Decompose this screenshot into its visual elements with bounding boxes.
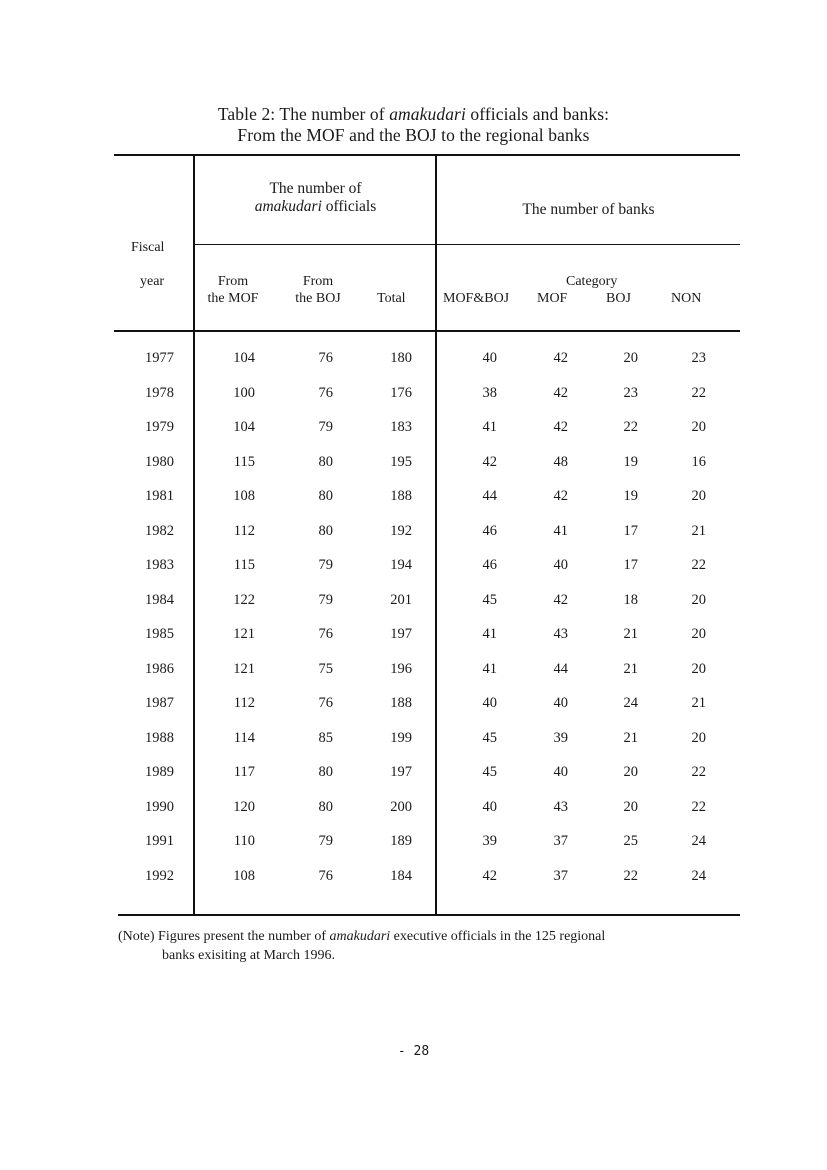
cell-mofboj: 41 [482,419,497,435]
caption-line-2: From the MOF and the BOJ to the regional banks [237,125,590,145]
cell-boj: 22 [623,419,638,435]
mof-header: MOF [537,291,568,306]
cell-non: 22 [691,798,706,815]
cell-mof: 41 [553,522,568,539]
cell-mof: 39 [553,729,568,746]
cell-boj: 25 [623,833,638,849]
cell-non: 20 [691,729,706,746]
cell-non: 20 [691,419,706,435]
cell-from-boj: 76 [318,867,333,884]
cell-total: 192 [390,522,412,539]
cell-year: 1987 [145,695,174,711]
cell-from-mof: 115 [233,557,255,573]
cell-year: 1984 [145,591,174,608]
cell-mofboj: 44 [482,488,497,504]
cell-from-mof: 100 [233,384,255,401]
cell-mofboj: 40 [482,695,497,711]
cell-total: 197 [390,764,412,780]
cell-from-mof: 108 [233,488,255,504]
caption-line-1: Table 2: The number of amakudari officials and banks: [217,104,610,124]
cell-non: 23 [691,350,706,366]
cell-from-boj: 80 [318,488,333,504]
cell-year: 1981 [145,488,174,504]
mofboj-header: MOF&BOJ [443,291,510,306]
cell-mof: 44 [553,660,568,677]
cell-boj: 21 [623,660,638,677]
cell-boj: 21 [623,626,638,642]
cell-year: 1979 [145,419,174,435]
cell-total: 183 [390,419,412,435]
table-row [0,695,827,730]
from-mof-header: From the MOF [207,274,259,306]
cell-total: 194 [390,557,412,573]
table-row [0,385,827,420]
cell-mof: 37 [553,833,568,849]
cell-year: 1980 [145,453,174,470]
cell-boj: 17 [623,522,638,539]
cell-mofboj: 42 [482,453,497,470]
cell-from-boj: 76 [318,384,333,401]
cell-non: 20 [691,660,706,677]
cell-boj: 19 [623,488,638,504]
table-row [0,661,827,696]
cell-mofboj: 40 [482,798,497,815]
cell-total: 195 [390,453,412,470]
table-row [0,454,827,489]
cell-total: 196 [390,660,412,677]
cell-total: 189 [390,833,412,849]
cell-boj: 20 [623,764,638,780]
cell-from-mof: 114 [233,729,255,746]
header-bottom-rule [114,330,740,332]
fiscal-label: Fiscal [131,240,165,255]
cell-non: 22 [691,557,706,573]
cell-mof: 42 [553,384,568,401]
year-label: year [140,274,165,289]
cell-from-boj: 79 [318,419,333,435]
officials-group-header: The number of amakudari officials [254,180,377,215]
cell-non: 21 [691,695,706,711]
cell-boj: 18 [623,591,638,608]
cell-mofboj: 41 [482,660,497,677]
cell-non: 22 [691,764,706,780]
cell-mofboj: 38 [482,384,497,401]
table-row [0,592,827,627]
cell-total: 188 [390,488,412,504]
table-row [0,764,827,799]
cell-total: 180 [390,350,412,366]
cell-mof: 42 [553,591,568,608]
non-header: NON [671,291,702,306]
cell-non: 24 [691,833,706,849]
cell-from-mof: 122 [233,591,255,608]
cell-year: 1992 [145,867,174,884]
cell-non: 20 [691,591,706,608]
table-row [0,488,827,523]
cell-from-boj: 76 [318,626,333,642]
cell-year: 1991 [145,833,174,849]
header-mid-rule [194,244,740,245]
table-row [0,730,827,765]
cell-mof: 37 [553,867,568,884]
cell-year: 1977 [145,350,174,366]
cell-boj: 17 [623,557,638,573]
cell-from-boj: 80 [318,764,333,780]
category-header: Category [566,274,618,289]
cell-non: 22 [691,384,706,401]
cell-year: 1983 [145,557,174,573]
cell-non: 20 [691,488,706,504]
cell-from-mof: 112 [233,695,255,711]
table-row [0,833,827,868]
cell-from-mof: 115 [233,453,255,470]
table-row [0,419,827,454]
cell-from-boj: 80 [318,798,333,815]
table-row [0,868,827,903]
cell-non: 16 [691,453,706,470]
cell-mofboj: 41 [482,626,497,642]
cell-from-boj: 79 [318,833,333,849]
cell-from-boj: 75 [318,660,333,677]
table-note: (Note) Figures present the number of amakudari executive officials in the 125 regional banks exisiting at March 1996. [118,929,606,963]
cell-year: 1988 [145,729,174,746]
cell-non: 24 [691,867,706,884]
cell-year: 1986 [145,660,174,677]
total-header: Total [377,291,406,306]
cell-total: 188 [390,695,412,711]
cell-total: 176 [390,384,412,401]
cell-boj: 24 [623,695,638,711]
cell-from-boj: 80 [318,453,333,470]
cell-from-mof: 104 [233,350,255,366]
cell-total: 199 [390,729,412,746]
cell-mof: 40 [553,764,568,780]
cell-from-mof: 108 [233,867,255,884]
table-caption [0,104,827,146]
table-row [0,557,827,592]
cell-mof: 40 [553,695,568,711]
cell-from-boj: 80 [318,522,333,539]
cell-non: 20 [691,626,706,642]
cell-mof: 42 [553,419,568,435]
cell-mofboj: 45 [482,729,497,746]
cell-boj: 23 [623,384,638,401]
table-top-rule [114,154,740,156]
cell-mof: 40 [553,557,568,573]
cell-year: 1982 [145,522,174,539]
cell-from-mof: 121 [233,660,255,677]
cell-total: 201 [390,591,412,608]
cell-mof: 42 [553,350,568,366]
cell-from-mof: 117 [233,764,255,780]
cell-from-mof: 120 [233,798,255,815]
cell-boj: 21 [623,729,638,746]
cell-mofboj: 45 [482,764,497,780]
cell-from-boj: 76 [318,695,333,711]
cell-year: 1985 [145,626,174,642]
cell-from-mof: 104 [233,419,255,435]
cell-total: 184 [390,867,412,884]
cell-from-mof: 112 [233,522,255,539]
cell-non: 21 [691,522,706,539]
cell-mof: 43 [553,798,568,815]
cell-mofboj: 45 [482,591,497,608]
cell-total: 200 [390,798,412,815]
table-row [0,523,827,558]
cell-mofboj: 46 [482,557,497,573]
cell-year: 1990 [145,798,174,815]
banks-group-header: The number of banks [522,201,655,218]
table-row [0,350,827,385]
cell-boj: 20 [623,798,638,815]
cell-mofboj: 42 [482,867,497,884]
cell-boj: 19 [623,453,638,470]
from-boj-header: From the BOJ [295,274,341,306]
cell-mofboj: 46 [482,522,497,539]
cell-mof: 48 [553,453,568,470]
table-body [0,350,827,902]
cell-boj: 22 [623,867,638,884]
table-row [0,799,827,834]
cell-year: 1989 [145,764,174,780]
cell-from-boj: 79 [318,591,333,608]
cell-mof: 43 [553,626,568,642]
cell-from-boj: 76 [318,350,333,366]
cell-mofboj: 39 [482,833,497,849]
cell-from-mof: 110 [233,833,255,849]
cell-mof: 42 [553,488,568,504]
table-bottom-rule [118,914,740,916]
cell-total: 197 [390,626,412,642]
cell-boj: 20 [623,350,638,366]
cell-year: 1978 [145,384,174,401]
cell-from-boj: 85 [318,729,333,746]
cell-from-mof: 121 [233,626,255,642]
boj-header: BOJ [606,291,631,306]
cell-mofboj: 40 [482,350,497,366]
page-number: - 28 [397,1044,430,1059]
cell-from-boj: 79 [318,557,333,573]
table-row [0,626,827,661]
